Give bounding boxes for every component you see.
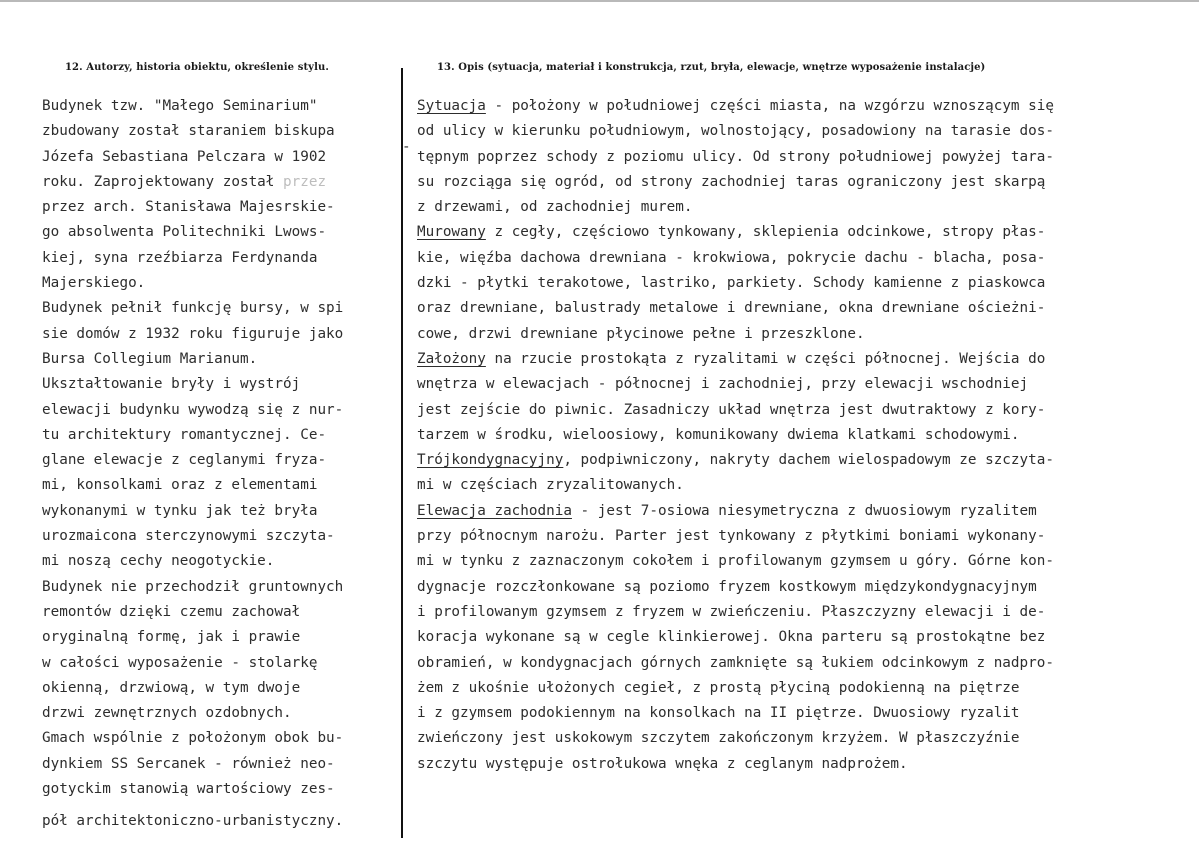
right-text-line [417, 398, 1187, 423]
left-text-line: Budynek pełnił funkcję bursy, w spi [42, 300, 344, 317]
right-text-line [417, 448, 1187, 473]
right-text-line [417, 600, 1187, 625]
left-text-line: drzwi zewnętrznych ozdobnych. [42, 705, 292, 722]
section-text: cowe, drzwi drewniane płycinowe pełne i przeszklone. [417, 325, 865, 342]
section-text: dzki - płytki terakotowe, lastriko, parkiety. Schody kamienne z piaskowca [417, 275, 1046, 292]
section-text: żem z ukośnie ułożonych cegieł, z prostą płyciną podokienną na piętrze [417, 679, 1020, 696]
section-text: szczytu występuje ostrołukowa wnęka z ceglanym nadprożem. [417, 755, 908, 772]
section-text: z drzewami, od zachodniej murem. [417, 199, 693, 216]
section-text: zwieńczony jest uskokowym szczytem zakończonym krzyżem. W płaszczyźnie [417, 730, 1020, 747]
section-text: dygnacje rozczłonkowane są poziomo fryzem kostkowym międzykondygnacyjnym [417, 578, 1037, 595]
right-text-line [417, 347, 1187, 372]
section-text: - położony w południowej części miasta, na wzgórzu wznoszącym się [485, 98, 1054, 114]
struck-word: przez [274, 173, 327, 190]
left-text-line: Gmach wspólnie z położonym obok bu- [42, 730, 344, 747]
section-heading: Sytuacja [417, 98, 486, 114]
section-text: tępnym poprzez schody z poziomu ulicy. Od strony południowej powyżej tara- [417, 148, 1054, 165]
section-text: , podpiwniczony, nakryty dachem wielospadowym ze szczyta- [563, 452, 1054, 469]
right-text-line [417, 726, 1187, 751]
right-text-line [417, 246, 1187, 271]
section-text: - jest 7-osiowa niesymetryczna z dwuosiowym ryzalitem [571, 502, 1037, 519]
left-text-line: roku. Zaprojektowany został przez [42, 173, 327, 190]
section-text: kie, więźba dachowa drewniana - krokwiowa, pokrycie dachu - blacha, posa- [417, 249, 1046, 266]
section-text: tarzem w środku, wieloosiowy, komunikowany dwiema klatkami schodowymi. [417, 426, 1020, 443]
section-heading: Trójkondygnacyjny [417, 452, 564, 469]
right-text-line [417, 651, 1187, 676]
right-text-line [417, 423, 1187, 448]
left-text-line: Ukształtowanie bryły i wystrój [42, 376, 301, 393]
right-text-line [417, 119, 1187, 144]
left-text-line: oryginalną formę, jak i prawie [42, 629, 301, 646]
section-heading: Założony [417, 350, 486, 367]
left-text-line: glane elewacje z ceglanymi fryza- [42, 452, 327, 469]
left-text-line: Józefa Sebastiana Pelczara w 1902 [42, 148, 327, 165]
right-text-line [417, 752, 1187, 777]
left-text-line: wykonanymi w tynku jak też bryła [42, 502, 318, 519]
left-text-line: sie domów z 1932 roku figuruje jako [42, 325, 344, 342]
section-text: mi w częściach zryzalitowanych. [417, 477, 684, 494]
section-text: wnętrza w elewacjach - północnej i zachodniej, przy elewacji wschodniej [417, 376, 1029, 393]
column-divider [401, 68, 403, 838]
right-text-line [417, 220, 1187, 245]
right-text-line [417, 625, 1187, 650]
top-border [0, 0, 1199, 2]
section-text: z cegły, częściowo tynkowany, sklepienia odcinkowe, stropy płas- [485, 224, 1046, 241]
section-text: obramień, w kondygnacjach górnych zamknięte są łukiem odcinkowym z nadpro- [417, 654, 1054, 671]
left-text-line: Bursa Collegium Marianum. [42, 350, 258, 367]
right-text-line [417, 524, 1187, 549]
right-column [417, 94, 1187, 777]
section-text: na rzucie prostokąta z ryzalitami w części północnej. Wejścia do [485, 350, 1046, 367]
section-text: i z gzymsem podokiennym na konsolkach na II piętrze. Dwuosiowy ryzalit [417, 705, 1020, 722]
right-text-line [417, 94, 1187, 119]
left-text-line: mi noszą cechy neogotyckie. [42, 553, 275, 570]
right-text-line [417, 170, 1187, 195]
right-text-line [417, 195, 1187, 220]
right-text-line [417, 575, 1187, 600]
right-text-line [417, 145, 1187, 170]
left-text-line: go absolwenta Politechniki Lwows- [42, 224, 327, 241]
left-column [42, 94, 400, 802]
left-text-line: Budynek tzw. "Małego Seminarium" [42, 98, 318, 114]
left-header: 12. Autorzy, historia obiektu, określenie stylu. [65, 62, 329, 73]
section-heading: Elewacja zachodnia [417, 502, 572, 519]
left-text-line: w całości wyposażenie - stolarkę [42, 654, 318, 671]
left-text-line: kiej, syna rzeźbiarza Ferdynanda [42, 249, 318, 266]
right-text-line [417, 676, 1187, 701]
section-text: su rozciąga się ogród, od strony zachodniej taras ograniczony jest skarpą [417, 173, 1046, 190]
right-text-line [417, 322, 1187, 347]
section-text: koracja wykonane są w cegle klinkierowej. Okna parteru są prostokątne bez [417, 629, 1046, 646]
left-text-line: okienną, drzwiową, w tym dwoje [42, 679, 301, 696]
left-text-line: remontów dzięki czemu zachował [42, 603, 301, 620]
right-text-line [417, 271, 1187, 296]
left-text-line: Budynek nie przechodził gruntownych [42, 578, 344, 595]
left-text-line: urozmaicona sterczynowymi szczyta- [42, 528, 335, 545]
left-text-line: przez arch. Stanisława Majesrskie- [42, 199, 335, 216]
section-text: i profilowanym gzymsem z fryzem w zwieńczeniu. Płaszczyzny elewacji i de- [417, 603, 1046, 620]
right-text-line [417, 473, 1187, 498]
left-column-last-line: pół architektoniczno-urbanistyczny. [42, 813, 344, 829]
left-text-line: zbudowany został staraniem biskupa [42, 123, 335, 140]
right-text-line [417, 296, 1187, 321]
left-text-line: mi, konsolkami oraz z elementami [42, 477, 318, 494]
section-text: oraz drewniane, balustrady metalowe i drewniane, okna drewniane ościeżni- [417, 300, 1046, 317]
section-heading: Murowany [417, 224, 486, 241]
left-text-line: elewacji budynku wywodzą się z nur- [42, 401, 344, 418]
left-text-line: dynkiem SS Sercanek - również neo- [42, 755, 335, 772]
section-text: przy północnym narożu. Parter jest tynkowany z płytkimi boniami wykonany- [417, 528, 1046, 545]
right-text-line [417, 372, 1187, 397]
side-dash: - [402, 139, 411, 155]
left-text-line: tu architektury romantycznej. Ce- [42, 426, 327, 443]
section-text: od ulicy w kierunku południowym, wolnostojący, posadowiony na tarasie dos- [417, 123, 1054, 140]
left-text-line: gotyckim stanowią wartościowy zes- [42, 781, 335, 798]
right-text-line [417, 701, 1187, 726]
section-text: jest zejście do piwnic. Zasadniczy układ wnętrza jest dwutraktowy z kory- [417, 401, 1046, 418]
section-text: mi w tynku z zaznaczonym cokołem i profilowanym gzymsem u góry. Górne kon- [417, 553, 1054, 570]
right-text-line [417, 499, 1187, 524]
left-text-line: Majerskiego. [42, 275, 146, 292]
right-text-line [417, 549, 1187, 574]
right-header: 13. Opis (sytuacja, materiał i konstrukcja, rzut, bryła, elewacje, wnętrze wyposażenie instalacje) [437, 62, 986, 73]
